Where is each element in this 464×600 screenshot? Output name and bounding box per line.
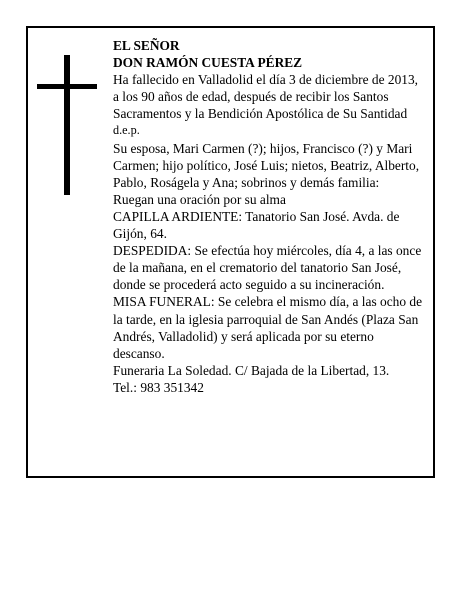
funeral-mass-info: MISA FUNERAL: Se celebra el mismo día, a las ocho de la tarde, en la iglesia parroquial de San Andés (Plaza San Andrés, Valladolid) y será aplicada por su eterno descanso. — [113, 294, 423, 361]
funeral-home-address: Funeraria La Soledad. C/ Bajada de la Libertad, 13. — [113, 362, 390, 378]
dep-abbreviation: d.e.p. — [113, 123, 140, 138]
family-list: Su esposa, Mari Carmen (?); hijos, Francisco (?) y Mari Carmen; hijo político, José Luis; nietos, Beatriz, Alberto, Pablo, Roságela y Ana; sobrinos y demás familia: — [113, 140, 420, 190]
notice-body — [113, 37, 425, 396]
chapel-info: CAPILLA ARDIENTE: Tanatorio San José. Avda. de Gijón, 64. — [113, 208, 400, 242]
cross-icon-bar — [37, 84, 97, 89]
death-announcement: Ha fallecido en Valladolid el día 3 de diciembre de 2013, a los 90 años de edad, después de recibir los Santos Sacramentos y la Bendición Apostólica de Su Santidad — [113, 72, 419, 122]
cross-icon — [64, 55, 70, 195]
notice-title-line1: EL SEÑOR — [113, 38, 180, 53]
prayer-request: Ruegan una oración por su alma — [113, 191, 286, 207]
notice-title-line2: DON RAMÓN CUESTA PÉREZ — [113, 55, 303, 71]
farewell-info: DESPEDIDA: Se efectúa hoy miércoles, día 4, a las once de la mañana, en el crematorio del tanatorio San José, donde se procederá acto seguido a su incineración. — [113, 243, 422, 293]
funeral-home-phone: Tel.: 983 351342 — [113, 379, 204, 395]
